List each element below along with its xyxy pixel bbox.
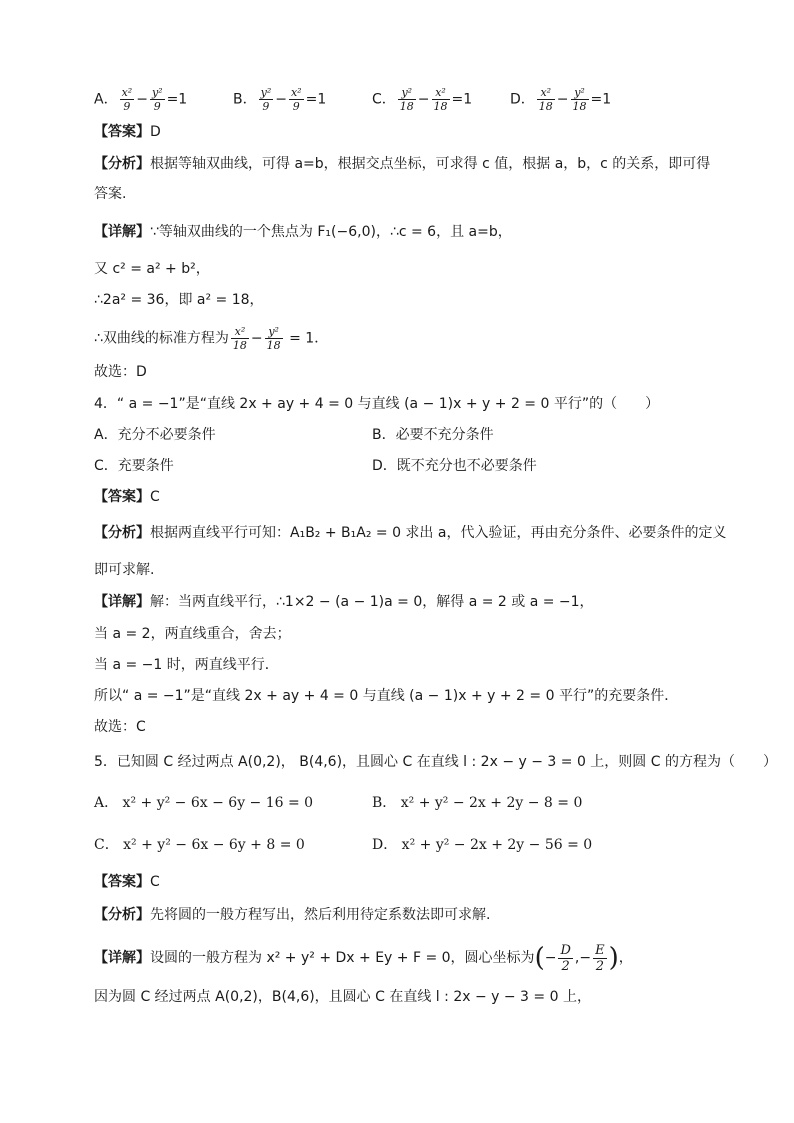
analysis-text: 先将圆的一般方程写出，然后利用待定系数法即可求解. [150,907,491,923]
denominator: 18 [433,100,448,113]
q4-analysis-line-1 [94,523,727,543]
q4-answer [94,487,700,507]
option-label: D． [510,91,535,108]
q4-option-b [372,425,494,445]
q4-option-d [372,456,537,476]
q5-option-c [94,835,305,855]
denominator: 9 [123,100,131,113]
conclusion-text: 故选：C [94,719,146,735]
option-text: B．必要不充分条件 [372,427,494,443]
option-label: C． [372,91,396,108]
q4-stem [94,394,700,414]
analysis-text: 即可求解. [94,562,155,578]
analysis-text: 根据两直线平行可知：A₁B₂ + B₁A₂ = 0 求出 a，代入验证，再由充分条件、必要条件的定义 [150,525,727,541]
answer-value: C [150,489,160,505]
option-label: A． [94,91,118,108]
right-paren: ) [608,943,619,973]
question-stem: 4．“ a = −1”是“直线 2x + ay + 4 = 0 与直线 (a − 1)x + y + 2 = 0 平行”的（ ） [94,396,660,412]
option-label: B． [233,91,257,108]
minus-sign: − [275,91,287,108]
numerator: y² [260,86,272,99]
detail-text: 又 c² = a² + b²， [94,261,210,277]
fraction [289,86,304,113]
detail-text: 所以“ a = −1”是“直线 2x + ay + 4 = 0 与直线 (a − 1)x + y + 2 = 0 平行”的充要条件． [94,688,679,704]
equation-rhs: =1 [305,91,327,108]
denominator: 2 [595,958,604,974]
q4-detail-line-2 [94,624,700,644]
detail-text: 当 a = −1 时，两直线平行． [94,657,279,673]
option-text: A． x² + y² − 6x − 6y − 16 = 0 [94,795,314,811]
equation-rhs: =1 [451,91,473,108]
q3-conclusion [94,362,700,382]
numerator: E [595,942,605,958]
q5-option-d [372,835,592,855]
answer-value: D [150,124,161,140]
denominator: 18 [232,339,247,352]
numerator: x² [231,325,249,339]
q3-analysis-line-1 [94,154,711,174]
q3-analysis-line-2 [94,184,700,204]
q3-detail-line-3 [94,290,700,310]
minus-sign: − [556,91,569,108]
analysis-tag: 【分析】 [94,156,150,172]
q4-conclusion [94,717,700,737]
minus-sign: − [136,91,148,108]
q5-analysis-line-1 [94,905,700,925]
q4-analysis-line-2 [94,560,700,580]
detail-text: 解：当两直线平行，∴1×2 − (a − 1)a = 0，解得 a = 2 或 a = −1， [150,594,594,610]
detail-tag: 【详解】 [94,950,150,966]
answer-tag: 【答案】 [94,874,150,890]
minus-sign: − [417,91,430,108]
denominator: 18 [538,100,553,113]
denominator: 9 [262,100,270,113]
numerator: y² [398,86,416,100]
numerator: x² [432,86,450,100]
q3-answer [94,122,700,142]
detail-text: ∵等轴双曲线的一个焦点为 F₁(−6,0)，∴c = 6，且 a=b， [150,224,512,240]
q3-option-c [372,86,472,113]
fraction [150,86,165,113]
fraction [398,86,416,113]
answer-tag: 【答案】 [94,124,150,140]
denominator: 18 [572,100,587,113]
numerator: x² [121,86,133,99]
q4-detail-line-1 [94,592,700,612]
q3-option-b [233,86,326,113]
analysis-text: 根据等轴双曲线，可得 a=b，根据交点坐标，可求得 c 值，根据 a，b，c 的关系，即可得 [150,156,711,172]
option-text: D．既不充分也不必要条件 [372,458,537,474]
fraction [558,943,572,974]
numerator: x² [537,86,555,100]
fraction [593,943,607,974]
q4-option-c [94,456,174,476]
denominator: 18 [399,100,414,113]
q5-detail-line-2 [94,987,700,1007]
answer-tag: 【答案】 [94,489,150,505]
minus-sign: − [544,950,557,966]
analysis-text: 答案. [94,186,127,202]
fraction [571,86,589,113]
comma: ， [618,950,633,966]
q3-option-a [94,86,187,113]
numerator: D [560,942,571,958]
detail-text: = 1． [284,330,329,347]
numerator: y² [265,325,283,339]
detail-text: ∴双曲线的标准方程为 [94,330,229,347]
answer-value: C [150,874,160,890]
option-text: C．充要条件 [94,458,174,474]
minus-sign: − [250,330,263,347]
denominator: 9 [153,100,161,113]
fraction [231,325,249,352]
numerator: x² [290,86,302,99]
detail-tag: 【详解】 [94,594,150,610]
equation-rhs: =1 [590,91,612,108]
denominator: 9 [292,100,300,113]
q4-detail-line-4 [94,686,700,706]
numerator: y² [571,86,589,100]
left-paren: ( [534,943,545,973]
q4-option-a [94,425,216,445]
analysis-tag: 【分析】 [94,907,150,923]
question-stem: 5．已知圆 C 经过两点 A(0,2)， B(4,6)，且圆心 C 在直线 l : 2x − y − 3 = 0 上，则圆 C 的方程为（ ） [94,754,777,770]
denominator: 18 [266,339,281,352]
detail-text: ∴2a² = 36，即 a² = 18， [94,292,264,308]
fraction [432,86,450,113]
fraction [120,86,135,113]
q3-detail-line-4 [94,325,700,352]
fraction [265,325,283,352]
numerator: y² [151,86,163,99]
minus-sign: − [579,950,592,966]
option-text: D． x² + y² − 2x + 2y − 56 = 0 [372,837,593,853]
detail-text: 设圆的一般方程为 x² + y² + Dx + Ey + F = 0，圆心坐标为 [150,950,535,966]
conclusion-text: 故选：D [94,364,147,380]
q5-answer [94,872,700,892]
detail-text: 当 a = 2，两直线重合，舍去； [94,626,291,642]
q3-option-d [510,86,611,113]
comma: , [574,950,580,966]
q3-detail-line-2 [94,259,700,279]
fraction [259,86,274,113]
option-text: B． x² + y² − 2x + 2y − 8 = 0 [372,795,583,811]
detail-tag: 【详解】 [94,224,150,240]
q4-detail-line-3 [94,655,700,675]
fraction [537,86,555,113]
option-text: C． x² + y² − 6x − 6y + 8 = 0 [94,837,305,853]
q5-option-a [94,793,313,813]
analysis-tag: 【分析】 [94,525,150,541]
denominator: 2 [561,958,570,974]
q5-option-b [372,793,582,813]
detail-text: 因为圆 C 经过两点 A(0,2)，B(4,6)，且圆心 C 在直线 l : 2x − y − 3 = 0 上， [94,989,591,1005]
q5-detail-line-1 [94,940,700,976]
option-text: A．充分不必要条件 [94,427,216,443]
equation-rhs: =1 [166,91,188,108]
q5-stem [94,752,777,772]
q3-detail-line-1 [94,222,700,242]
